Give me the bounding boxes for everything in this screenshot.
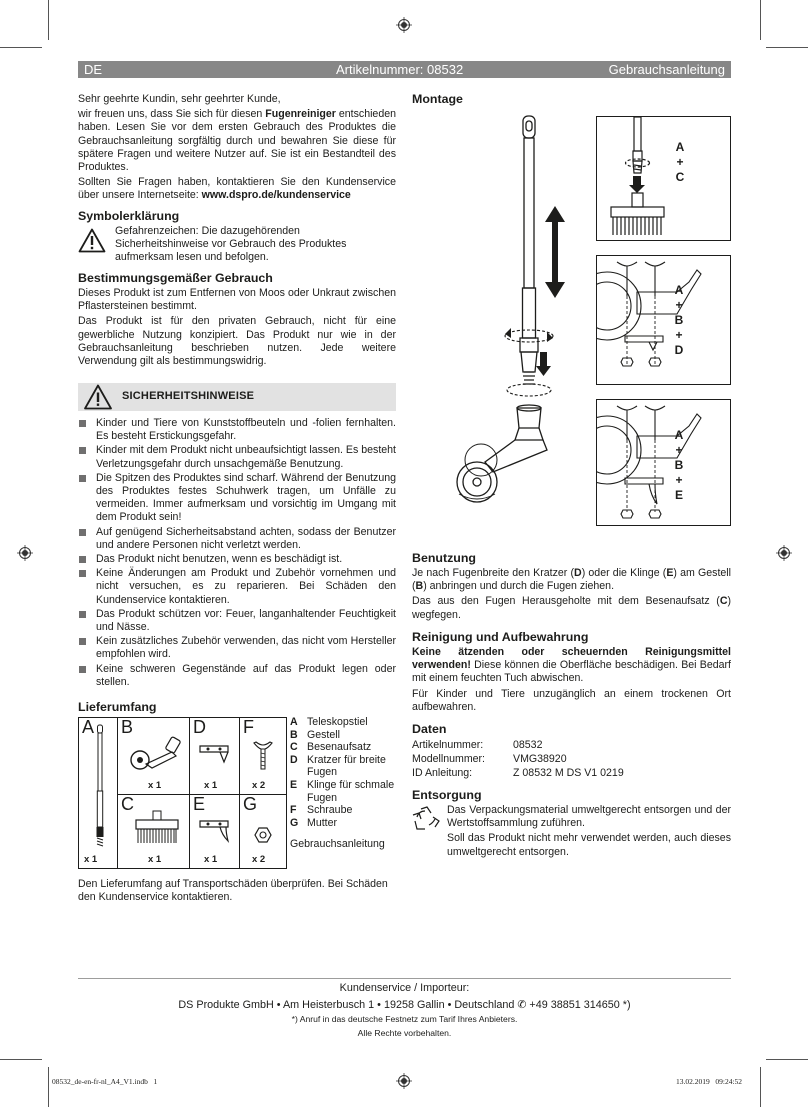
table-row: D Kratzer für breite Fugen	[290, 753, 386, 779]
print-slug-stamp: 13.02.2019 09:24:52	[676, 1077, 743, 1086]
list-item: Kinder und Tiere von Kunststoffbeuteln und -folien fernhalten. Es besteht Erstickungsgefahr.	[78, 417, 396, 443]
delivery-note: Den Lieferumfang auf Transportschäden überprüfen. Bei Schäden den Kundenservice kontaktieren.	[78, 878, 388, 904]
recycling-icon	[411, 805, 443, 833]
footer-note: *) Anruf in das deutsche Festnetz zum Tarif Ihres Anbieters.	[291, 1014, 518, 1024]
crop-mark	[766, 47, 808, 48]
registration-mark-icon	[396, 17, 412, 33]
intended-use-heading: Bestimmungsgemäßer Gebrauch	[78, 271, 273, 285]
list-item: Kinder mit dem Produkt nicht unbeaufsichtigt lassen. Es besteht Verletzungsgefahr durch unsachgemäße Benutzung.	[78, 444, 396, 470]
step-box-1	[596, 116, 731, 241]
part-quantity: x 2	[252, 779, 266, 791]
part-cell-b	[118, 718, 190, 795]
part-quantity: x 1	[204, 779, 218, 791]
cleaning-heading: Reinigung und Aufbewahrung	[412, 630, 589, 644]
crop-mark	[760, 0, 761, 40]
blade-icon	[198, 819, 234, 845]
disposal-p2: Soll das Produkt nicht mehr verwendet werden, auch dieses umweltgerecht entsorgen.	[447, 832, 731, 858]
usage-heading: Benutzung	[412, 551, 477, 565]
part-letter: F	[243, 717, 254, 737]
intro-paragraph: wir freuen uns, dass Sie sich für diesen Fugenreiniger entschieden haben. Lesen Sie vor dem ersten Gebrauch des Produktes die Gebrauchsanleitung sorgfältig durch und bewahren Sie diese für spätere Fragen und weitere Nutzer auf. Sie ist ein Bestandteil des Produktes.	[78, 108, 397, 174]
symbols-heading: Symbolerklärung	[78, 209, 180, 223]
disposal-p1: Das Verpackungsmaterial umweltgerecht entsorgen und der Wertstoffsammlung zuführen.	[447, 804, 731, 830]
parts-list	[290, 716, 400, 829]
safety-list	[78, 417, 396, 690]
symbols-text: Gefahrenzeichen: Die dazugehörenden Sicherheitshinweise vor Gebrauch des Produktes aufmerksam lesen und befolgen.	[115, 225, 347, 264]
list-item: Keine schweren Gegenstände auf das Produkt legen oder stellen.	[78, 663, 396, 689]
registration-mark-icon	[776, 545, 792, 561]
part-quantity: x 1	[148, 779, 162, 791]
part-letter: A	[82, 717, 95, 737]
assembly-illustration	[455, 110, 590, 515]
usage-text	[412, 567, 731, 624]
intended-use-text	[78, 287, 396, 370]
daten-heading: Daten	[412, 722, 447, 736]
part-cell-c	[118, 795, 190, 868]
crop-mark	[0, 1059, 42, 1060]
frame-icon	[126, 734, 186, 778]
cleaning-p2: Für Kinder und Tiere unzugänglich an einem trockenen Ort aufbewahren.	[412, 687, 731, 713]
usage-p2: Das aus den Fugen Herausgeholte mit dem Besenaufsatz (C) wegfegen.	[412, 595, 731, 621]
safety-header-box	[78, 383, 396, 411]
table-row: Modellnummer: VMG38920	[412, 753, 567, 765]
article-number-header: Artikelnummer: 08532	[336, 62, 464, 77]
cleaning-text	[412, 646, 731, 716]
part-cell-e	[190, 795, 240, 868]
list-item: Die Spitzen des Produktes sind scharf. Während der Benutzung des Produktes festes Schuhwerk tragen, um Unfälle zu vermeiden. Immer aufmerksam und vorsichtig im Umgang mit dem Produkt sein!	[78, 472, 396, 525]
product-name: Fugenreiniger	[265, 108, 336, 121]
wing-screw-icon	[252, 740, 274, 772]
manual-item: Gebrauchsanleitung	[290, 838, 385, 850]
usage-p1: Je nach Fugenbreite den Kratzer (D) oder die Klinge (E) am Gestell (B) anbringen und durch die Fugen ziehen.	[412, 567, 731, 593]
warning-triangle-icon	[78, 228, 106, 253]
intended-use-p1: Dieses Produkt ist zum Entfernen von Moos oder Unkraut zwischen Pflastersteinen bestimmt.	[78, 287, 396, 313]
service-url-link[interactable]: www.dspro.de/kundenservice	[201, 189, 351, 202]
intro-section	[78, 93, 396, 205]
crop-mark	[0, 47, 42, 48]
footer-divider	[78, 978, 731, 979]
registration-mark-icon	[396, 1073, 412, 1089]
part-letter: C	[121, 794, 134, 814]
nut-icon	[254, 827, 272, 843]
phone-icon: ✆	[517, 998, 527, 1011]
table-row: E Klinge für schmale Fugen	[290, 778, 395, 804]
print-slug-file: 08532_de-en-fr-nl_A4_V1.indb 1	[52, 1077, 158, 1086]
part-cell-a	[79, 718, 118, 868]
part-letter: D	[193, 717, 206, 737]
part-cell-d	[190, 718, 240, 795]
list-item: Das Produkt schützen vor: Feuer, langanhaltender Feuchtigkeit und Nässe.	[78, 608, 396, 634]
crop-mark	[48, 1067, 49, 1107]
part-letter: G	[243, 794, 258, 814]
table-row: G Mutter	[290, 816, 338, 829]
greeting: Sehr geehrte Kundin, sehr geehrter Kunde,	[78, 93, 281, 105]
language-code: DE	[84, 62, 103, 77]
step3-label: A + B + E	[674, 428, 684, 502]
step1-label: A + C	[675, 140, 685, 184]
part-quantity: x 1	[204, 853, 218, 865]
part-quantity: x 1	[84, 853, 98, 865]
intended-use-p2: Das Produkt ist für den privaten Gebrauch, nicht für eine gewerbliche Nutzung konzipiert. Das Produkt nur wie in der Gebrauchsanleitung beschrieben nutzen. Jede weitere Verwendung gilt als bestimmungswidrig.	[78, 315, 396, 368]
part-letter: E	[193, 794, 206, 814]
footer-rights: Alle Rechte vorbehalten.	[357, 1028, 452, 1038]
table-row: C Besenaufsatz	[290, 741, 372, 754]
delivery-heading: Lieferumfang	[78, 700, 157, 714]
crop-mark	[48, 0, 49, 40]
part-letter: B	[121, 717, 134, 737]
telescopic-pole-icon	[93, 724, 107, 850]
delivery-grid	[78, 717, 287, 869]
part-cell-f	[240, 718, 286, 795]
brush-head-icon	[132, 809, 182, 849]
crop-mark	[760, 1067, 761, 1107]
list-item: Kein zusätzliches Zubehör verwenden, das nicht vom Hersteller empfohlen wird.	[78, 635, 396, 661]
step-box-3	[596, 399, 731, 526]
montage-heading: Montage	[412, 92, 463, 106]
list-item: Das Produkt nicht benutzen, wenn es beschädigt ist.	[78, 553, 396, 566]
scraper-icon	[198, 742, 234, 766]
table-row: Artikelnummer: 08532	[412, 739, 543, 751]
cleaning-p1: Keine ätzenden oder scheuernden Reinigungsmittel verwenden! Diese können die Oberfläche beschädigen. Bei Bedarf mit einem feuchten Tuch abwischen.	[412, 646, 731, 685]
part-quantity: x 2	[252, 853, 266, 865]
list-item: Keine Änderungen am Produkt und Zubehör vornehmen und nicht versuchen, es zu reparieren. Bei Schäden den Kundenservice kontaktieren.	[78, 567, 396, 607]
step3-illustration	[597, 400, 707, 524]
safety-heading: SICHERHEITSHINWEISE	[122, 390, 255, 402]
table-row: B Gestell	[290, 728, 340, 741]
warning-triangle-icon	[83, 384, 113, 410]
footer-importer: Kundenservice / Importeur:	[339, 982, 470, 994]
table-row: ID Anleitung: Z 08532 M DS V1 0219	[412, 767, 624, 779]
contact-paragraph: Sollten Sie Fragen haben, kontaktieren Sie den Kundenservice über unsere Internetseite: www.dspro.de/kundenservice	[78, 176, 396, 202]
part-quantity: x 1	[148, 853, 162, 865]
step2-illustration	[597, 256, 707, 383]
crop-mark	[766, 1059, 808, 1060]
registration-mark-icon	[17, 545, 33, 561]
footer-address: DS Produkte GmbH • Am Heisterbusch 1 • 19258 Gallin • Deutschland ✆ +49 38851 314650 *)	[178, 998, 631, 1011]
step1-illustration	[597, 117, 677, 239]
step2-label: A + B + D	[674, 283, 684, 357]
table-row: A Teleskopstiel	[290, 716, 368, 728]
disposal-text	[447, 804, 731, 861]
list-item: Auf genügend Sicherheitsabstand achten, sodass der Benutzer und andere Personen nicht verletzt werden.	[78, 526, 396, 552]
document-type: Gebrauchsanleitung	[608, 62, 725, 77]
table-row: F Schraube	[290, 804, 353, 817]
part-cell-g	[240, 795, 286, 868]
step-box-2	[596, 255, 731, 385]
header-band	[78, 61, 731, 78]
daten-table	[412, 738, 624, 780]
disposal-heading: Entsorgung	[412, 788, 482, 802]
